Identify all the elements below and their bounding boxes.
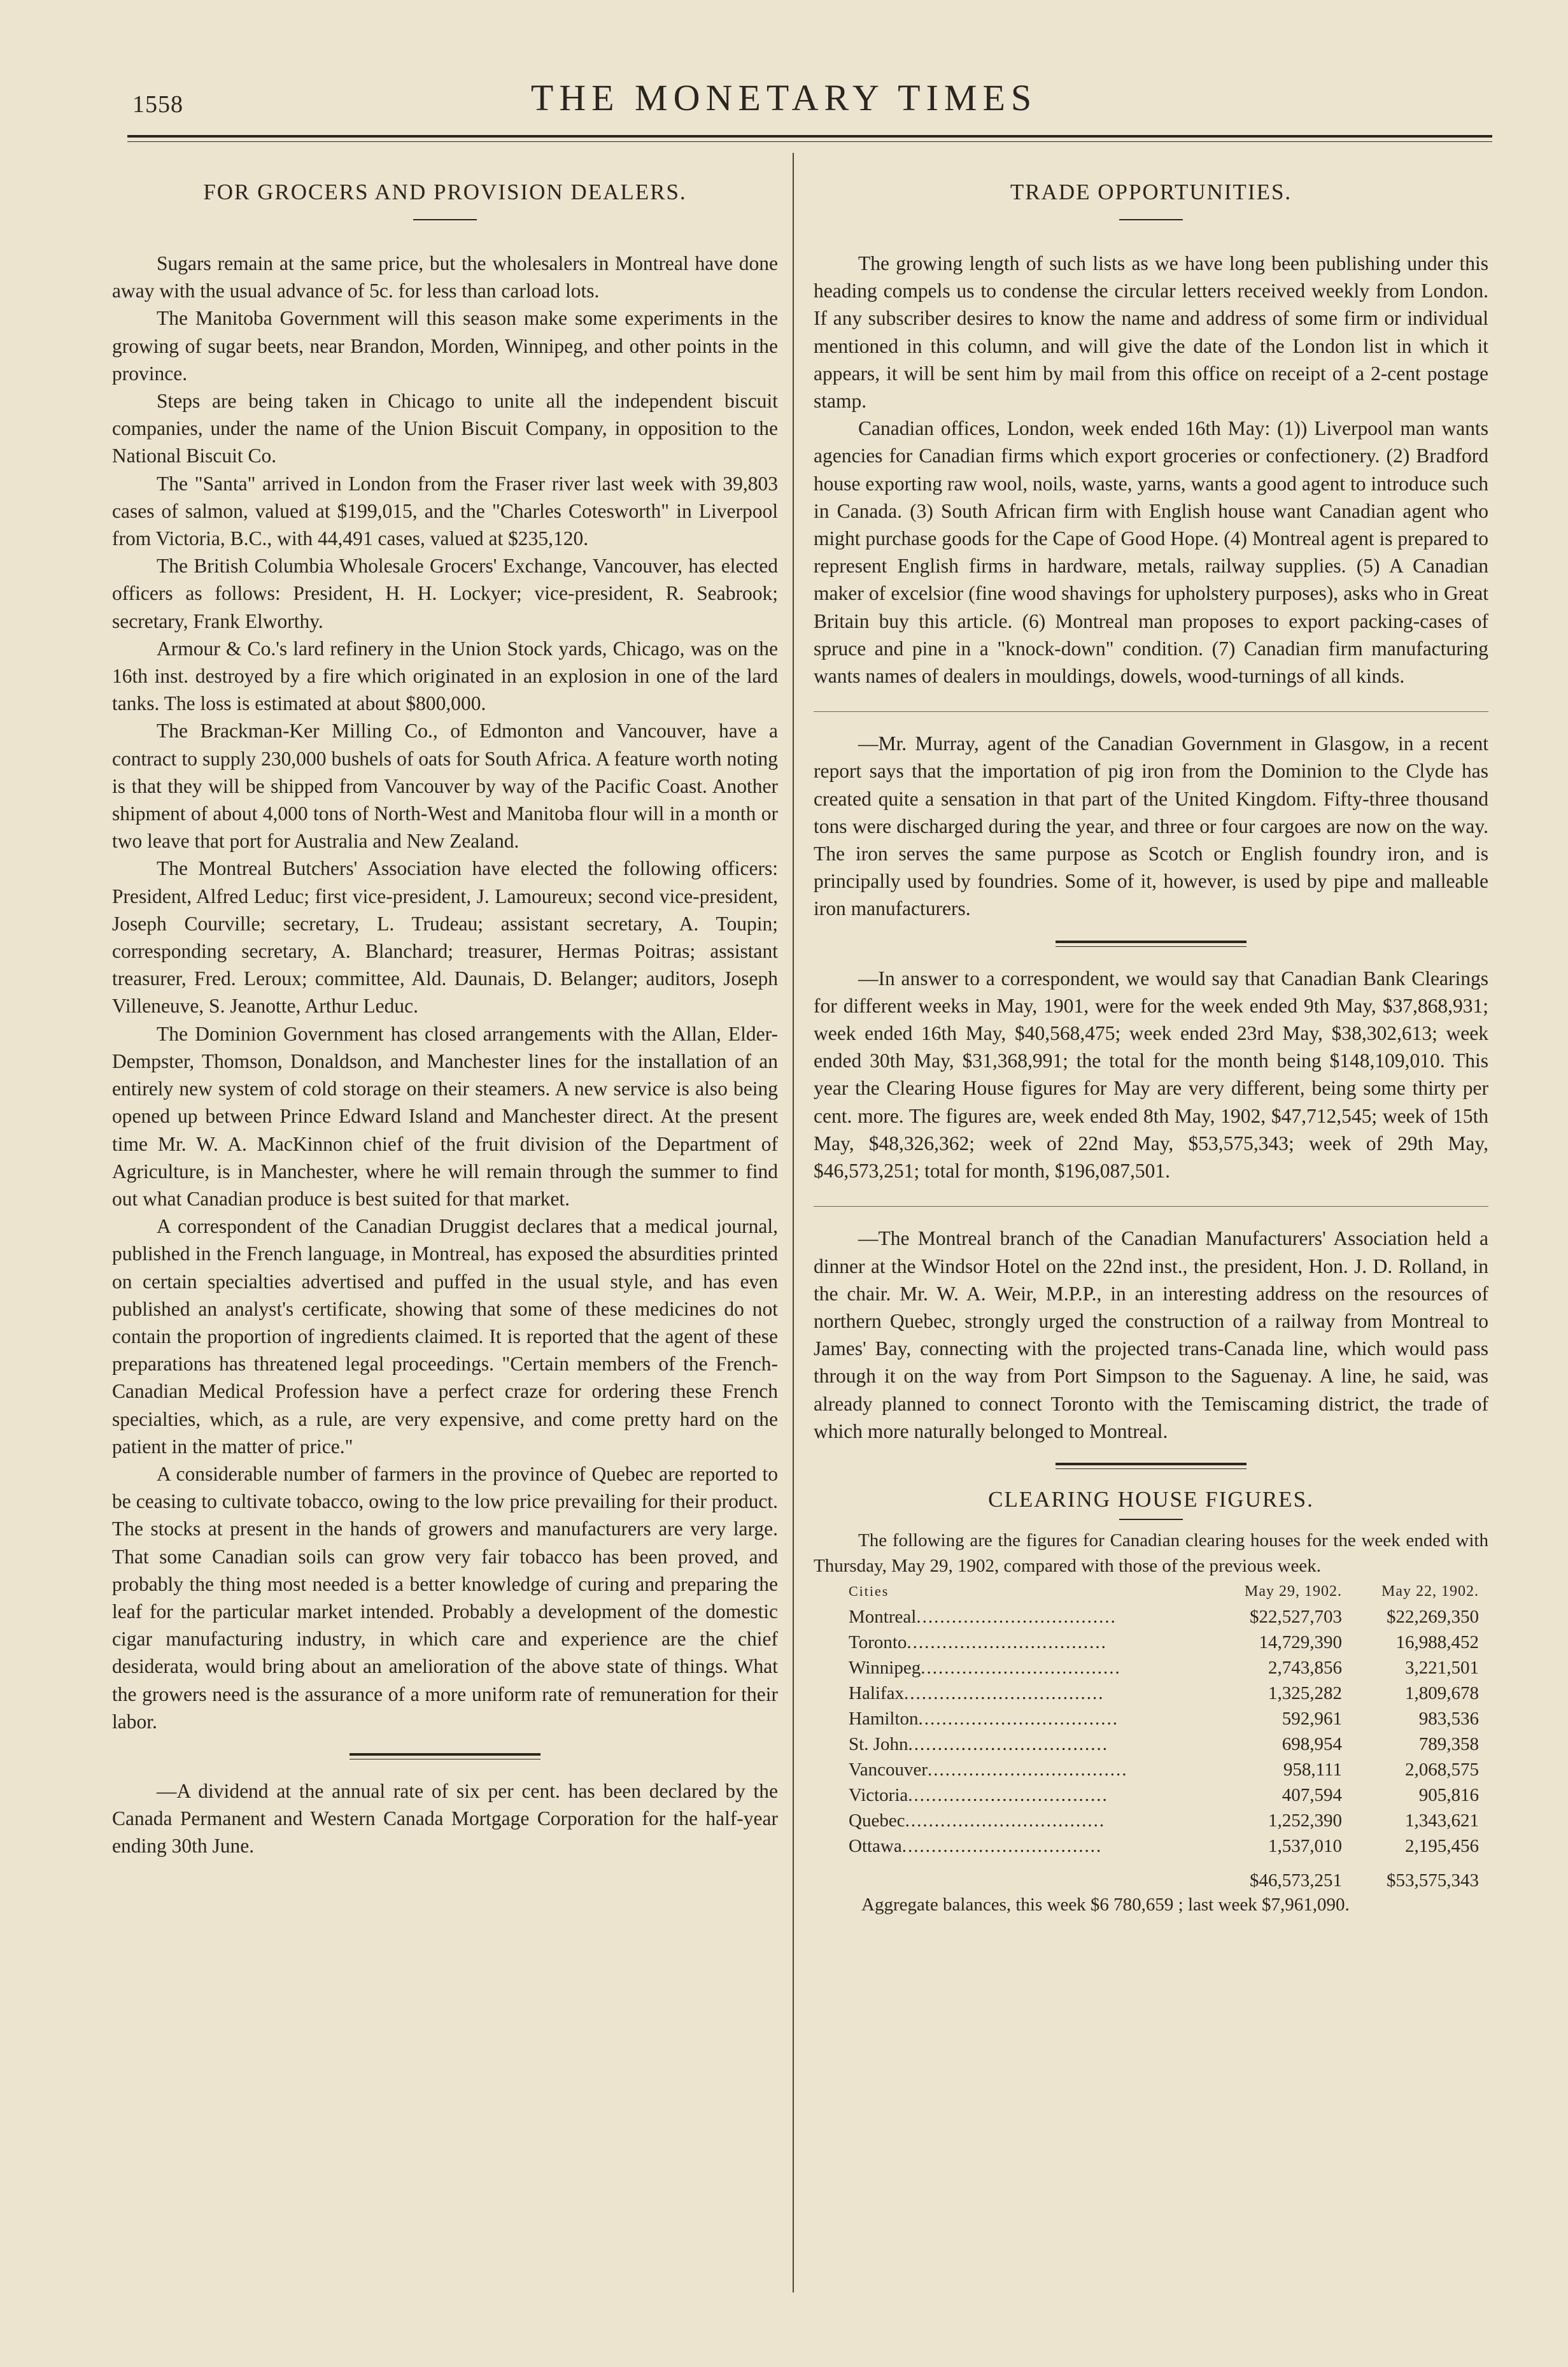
header-rule	[127, 135, 1492, 138]
table-row	[849, 1604, 1479, 1630]
city-name: Montreal	[849, 1606, 917, 1627]
table-total-row	[849, 1859, 1479, 1893]
city-cell: Hamilton..................................	[849, 1708, 1119, 1729]
article-paragraph: The "Santa" arrived in London from the Fraser river last week with 39,803 cases of salmon, valued at $199,015, and the "Charles Cotesworth" in Liverpool from Victoria, B.C., with 44,491 cases, valued at $235,120.	[112, 472, 778, 550]
table-row	[849, 1833, 1479, 1859]
city-cell: Quebec..................................	[849, 1810, 1106, 1831]
city-cell: St. John..................................	[849, 1733, 1108, 1754]
city-cell: Vancouver..................................	[849, 1759, 1128, 1780]
montreal-branch-notice: —The Montreal branch of the Canadian Manufacturers' Association held a dinner at the Windsor Hotel on the 22nd inst., the president, Hon. J. D. Rolland, in the chair. Mr. W. A. Weir, M.P.P., in an interesting address on the resources of northern Quebec, strongly urged the construction of a railway from Montreal to James' Bay, connecting with the projected trans-Canada line, which would pass through it on the way from Port Simpson to the Saguenay. A line, he said, was already planned to connect Toronto with the Temiscaming district, the trade of which more naturally belonged to Montreal.	[814, 1227, 1488, 1442]
title-rule	[1119, 1519, 1183, 1520]
clearing-intro: The following are the figures for Canadian clearing houses for the week ended with Thursday, May 29, 1902, compared with those of the previous week.	[814, 1530, 1488, 1576]
value-cell: 2,195,456	[1405, 1835, 1479, 1856]
value-cell: 983,536	[1418, 1708, 1479, 1729]
city-name: Hamilton	[849, 1708, 919, 1729]
article-paragraph: Sugars remain at the same price, but the wholesalers in Montreal have done away with the usual advance of 5c. for less than carload lots.	[112, 252, 778, 302]
title-rule	[1119, 219, 1183, 220]
total-value-cell: $53,575,343	[1387, 1870, 1479, 1891]
article-paragraph: The Manitoba Government will this season make some experiments in the growing of sugar beets, near Brandon, Morden, Winnipeg, and other points in the province.	[112, 307, 778, 385]
value-cell: $22,269,350	[1387, 1606, 1479, 1627]
value-cell: 1,537,010	[1268, 1835, 1342, 1856]
title-rule	[413, 219, 477, 220]
section-separator	[1056, 941, 1247, 947]
aggregate-balances: Aggregate balances, this week $6 780,659 ; last week $7,961,090.	[861, 1894, 1350, 1915]
article-paragraph: Canadian offices, London, week ended 16th May: (1)) Liverpool man wants agencies for Canadian firms which export groceries or confectionery. (2) Bradford house exporting raw wool, noils, waste, yarns, wants a good agent to introduce such in Canada. (3) South African firm with English house want Canadian agent who might purchase goods for the Cape of Good Hope. (4) Montreal agent is prepared to represent English firms in hardware, metals, railway supplies. (5) A Canadian maker of excelsior (fine wood shavings for upholstery purposes), asks who in Great Britain buy this article. (6) Montreal man proposes to export packing-cases of spruce and pine in a "knock-down" condition. (7) Canadian firm manufacturing wants names of dealers in mouldings, dowels, wood-turnings of all kinds.	[814, 417, 1488, 688]
city-cell: Toronto..................................	[849, 1631, 1107, 1653]
murray-notice: —Mr. Murray, agent of the Canadian Government in Glasgow, in a recent report says that the importation of pig iron from the Dominion to the Clyde has created quite a sensation in that part of the United Kingdom. Fifty-three thousand tons were discharged during the year, and three or four cargoes are now on the way. The iron serves the same purpose as Scotch or English foundry iron, and is principally used by foundries. Some of it, however, is used by pipe and malleable iron manufacturers.	[814, 732, 1488, 920]
section-separator	[350, 1753, 540, 1759]
header-rule-thin	[127, 141, 1492, 142]
city-name: Victoria	[849, 1784, 908, 1805]
value-cell: 1,343,621	[1405, 1810, 1479, 1831]
article-paragraph: The Montreal Butchers' Association have elected the following officers: President, Alfred Leduc; first vice-president, J. Lamoureux; second vice-president, Joseph Courville; secretary, L. Trudeau; assistant secretary, A. Toupin; corresponding secretary, A. Blanchard; treasurer, Hermas Poitras; assistant treasurer, Fred. Leroux; committee, Ald. Daunais, D. Belanger; auditors, Joseph Villeneuve, S. Jeanotte, Arthur Leduc.	[112, 857, 778, 1018]
article-paragraph: The British Columbia Wholesale Grocers' Exchange, Vancouver, has elected officers as follows: President, H. H. Lockyer; vice-president, R. Seabrook; secretary, Frank Elworthy.	[112, 555, 778, 632]
section-title-trade: TRADE OPPORTUNITIES.	[1010, 180, 1292, 204]
value-cell: 958,111	[1283, 1759, 1342, 1780]
table-row	[849, 1655, 1479, 1681]
right-column	[814, 153, 1488, 1916]
value-cell: 905,816	[1418, 1784, 1479, 1805]
total-value-cell: $46,573,251	[1250, 1870, 1342, 1891]
value-cell: 2,743,856	[1268, 1657, 1342, 1678]
section-separator	[1056, 1463, 1247, 1469]
article-paragraph: A considerable number of farmers in the province of Quebec are reported to be ceasing to cultivate tobacco, owing to the low price prevailing for their product. The stocks at present in the hands of growers and manufacturers are very large. That some Canadian soils can grow very fair tobacco has been proved, and probably the thing most needed is a better knowledge of curing and preparing the leaf for the particular market intended. Probably a development of the domestic cigar manufacturing industry, in which care and experience are the chief desiderata, would bring about an amelioration of the above state of things. What the growers need is the assurance of a more uniform rate of remuneration for their labor.	[112, 1462, 778, 1733]
bank-clearings-notice: —In answer to a correspondent, we would say that Canadian Bank Clearings for different weeks in May, 1901, were for the week ended 9th May, $37,868,931; week ended 16th May, $40,568,475; week ended 23rd May, $38,302,613; week ended 30th May, $31,368,991; the total for the month being $148,109,010. This year the Clearing House figures for May are very different, being some thirty per cent. more. The figures are, week ended 8th May, 1902, $47,712,545; week of 15th May, $48,326,362; week of 22nd May, $53,575,343; week of 29th May, $46,573,251; total for month, $196,087,501.	[814, 967, 1488, 1183]
article-paragraph: The Brackman-Ker Milling Co., of Edmonton and Vancouver, have a contract to supply 230,000 bushels of oats for South Africa. A feature worth noting is that they will be shipped from Vancouver by way of the Pacific Coast. Another shipment of about 4,000 tons of North-West and Manitoba flour will in a month or two leave that port for Australia and New Zealand.	[112, 720, 778, 853]
left-column	[112, 153, 778, 1860]
value-cell: 1,252,390	[1268, 1810, 1342, 1831]
table-row	[849, 1681, 1479, 1706]
city-cell: Halifax..................................	[849, 1682, 1105, 1703]
city-name: Ottawa	[849, 1835, 902, 1856]
value-cell: 789,358	[1418, 1733, 1479, 1754]
city-name: Vancouver	[849, 1759, 928, 1780]
clearing-house-title: CLEARING HOUSE FIGURES.	[988, 1486, 1314, 1512]
value-cell: 698,954	[1282, 1733, 1342, 1754]
header-week-2: May 22, 1902.	[1381, 1582, 1479, 1600]
article-paragraph: The growing length of such lists as we have long been publishing under this heading compels us to condense the circular letters received weekly from London. If any subscriber desires to know the name and address of some firm or individual mentioned in this column, and will give the date of the London list in which it appears, it will be sent him by mail from this office on receipt of a 2-cent postage stamp.	[814, 252, 1488, 413]
city-cell: Montreal..................................	[849, 1606, 1117, 1627]
value-cell: 2,068,575	[1405, 1759, 1479, 1780]
value-cell: 14,729,390	[1259, 1631, 1342, 1653]
section-separator	[814, 1206, 1488, 1207]
clearing-table	[849, 1579, 1479, 1893]
page-number: 1558	[132, 91, 183, 118]
table-row	[849, 1630, 1479, 1655]
value-cell: $22,527,703	[1250, 1606, 1342, 1627]
city-name: Halifax	[849, 1682, 904, 1703]
article-paragraph: Armour & Co.'s lard refinery in the Union Stock yards, Chicago, was on the 16th inst. destroyed by a fire which originated in an explosion in one of the lard tanks. The loss is estimated at about $800,000.	[112, 637, 778, 715]
table-row	[849, 1757, 1479, 1782]
article-paragraph: A correspondent of the Canadian Druggist declares that a medical journal, published in the French language, in Montreal, has exposed the absurdities printed on certain specialties advertised and puffed in the usual style, and has even published an analyst's certificate, showing that some of these medicines do not contain the proportion of ingredients claimed. It is reported that the agent of these preparations has threatened legal proceedings. "Certain members of the French-Canadian Medical Profession have a perfect craze for ordering these French specialties, which, as a rule, are very expensive, and come pretty hard on the patient in the matter of price."	[112, 1215, 778, 1458]
section-separator	[814, 711, 1488, 712]
header-week-1: May 29, 1902.	[1245, 1582, 1342, 1600]
city-cell: Winnipeg..................................	[849, 1657, 1121, 1678]
article-paragraph: Steps are being taken in Chicago to unite all the independent biscuit companies, under the name of the Union Biscuit Company, in opposition to the National Biscuit Co.	[112, 390, 778, 467]
city-name: Quebec	[849, 1810, 905, 1831]
dividend-notice: —A dividend at the annual rate of six per cent. has been declared by the Canada Permanent and Western Canada Mortgage Corporation for the half-year ending 30th June.	[112, 1779, 778, 1858]
masthead: THE MONETARY TIMES	[530, 77, 1038, 118]
city-cell: Ottawa..................................	[849, 1835, 1103, 1856]
city-name: Toronto	[849, 1631, 907, 1653]
table-row	[849, 1731, 1479, 1757]
table-row	[849, 1706, 1479, 1731]
city-name: St. John	[849, 1733, 908, 1754]
total-label-cell	[849, 1859, 1186, 1893]
table-header-row	[849, 1579, 1479, 1604]
value-cell: 592,961	[1282, 1708, 1342, 1729]
city-cell: Victoria..................................	[849, 1784, 1108, 1805]
city-name: Winnipeg	[849, 1657, 921, 1678]
article-paragraph: The Dominion Government has closed arrangements with the Allan, Elder-Dempster, Thomson, Donaldson, and Manchester lines for the installation of an entirely new system of cold storage on their steamers. A new service is also being opened up between Prince Edward Island and Manchester direct. At the present time Mr. W. A. MacKinnon chief of the fruit division of the Department of Agriculture, is in Manchester, where he will remain through the summer to find out what Canadian produce is best suited for that market.	[112, 1022, 778, 1210]
value-cell: 16,988,452	[1395, 1631, 1479, 1653]
table-row	[849, 1782, 1479, 1808]
section-title-grocers: FOR GROCERS AND PROVISION DEALERS.	[203, 180, 687, 204]
value-cell: 407,594	[1282, 1784, 1342, 1805]
value-cell: 3,221,501	[1405, 1657, 1479, 1678]
header-cities: Cities	[849, 1582, 889, 1599]
column-divider	[793, 153, 794, 2292]
value-cell: 1,325,282	[1268, 1682, 1342, 1703]
value-cell: 1,809,678	[1405, 1682, 1479, 1703]
table-row	[849, 1808, 1479, 1833]
